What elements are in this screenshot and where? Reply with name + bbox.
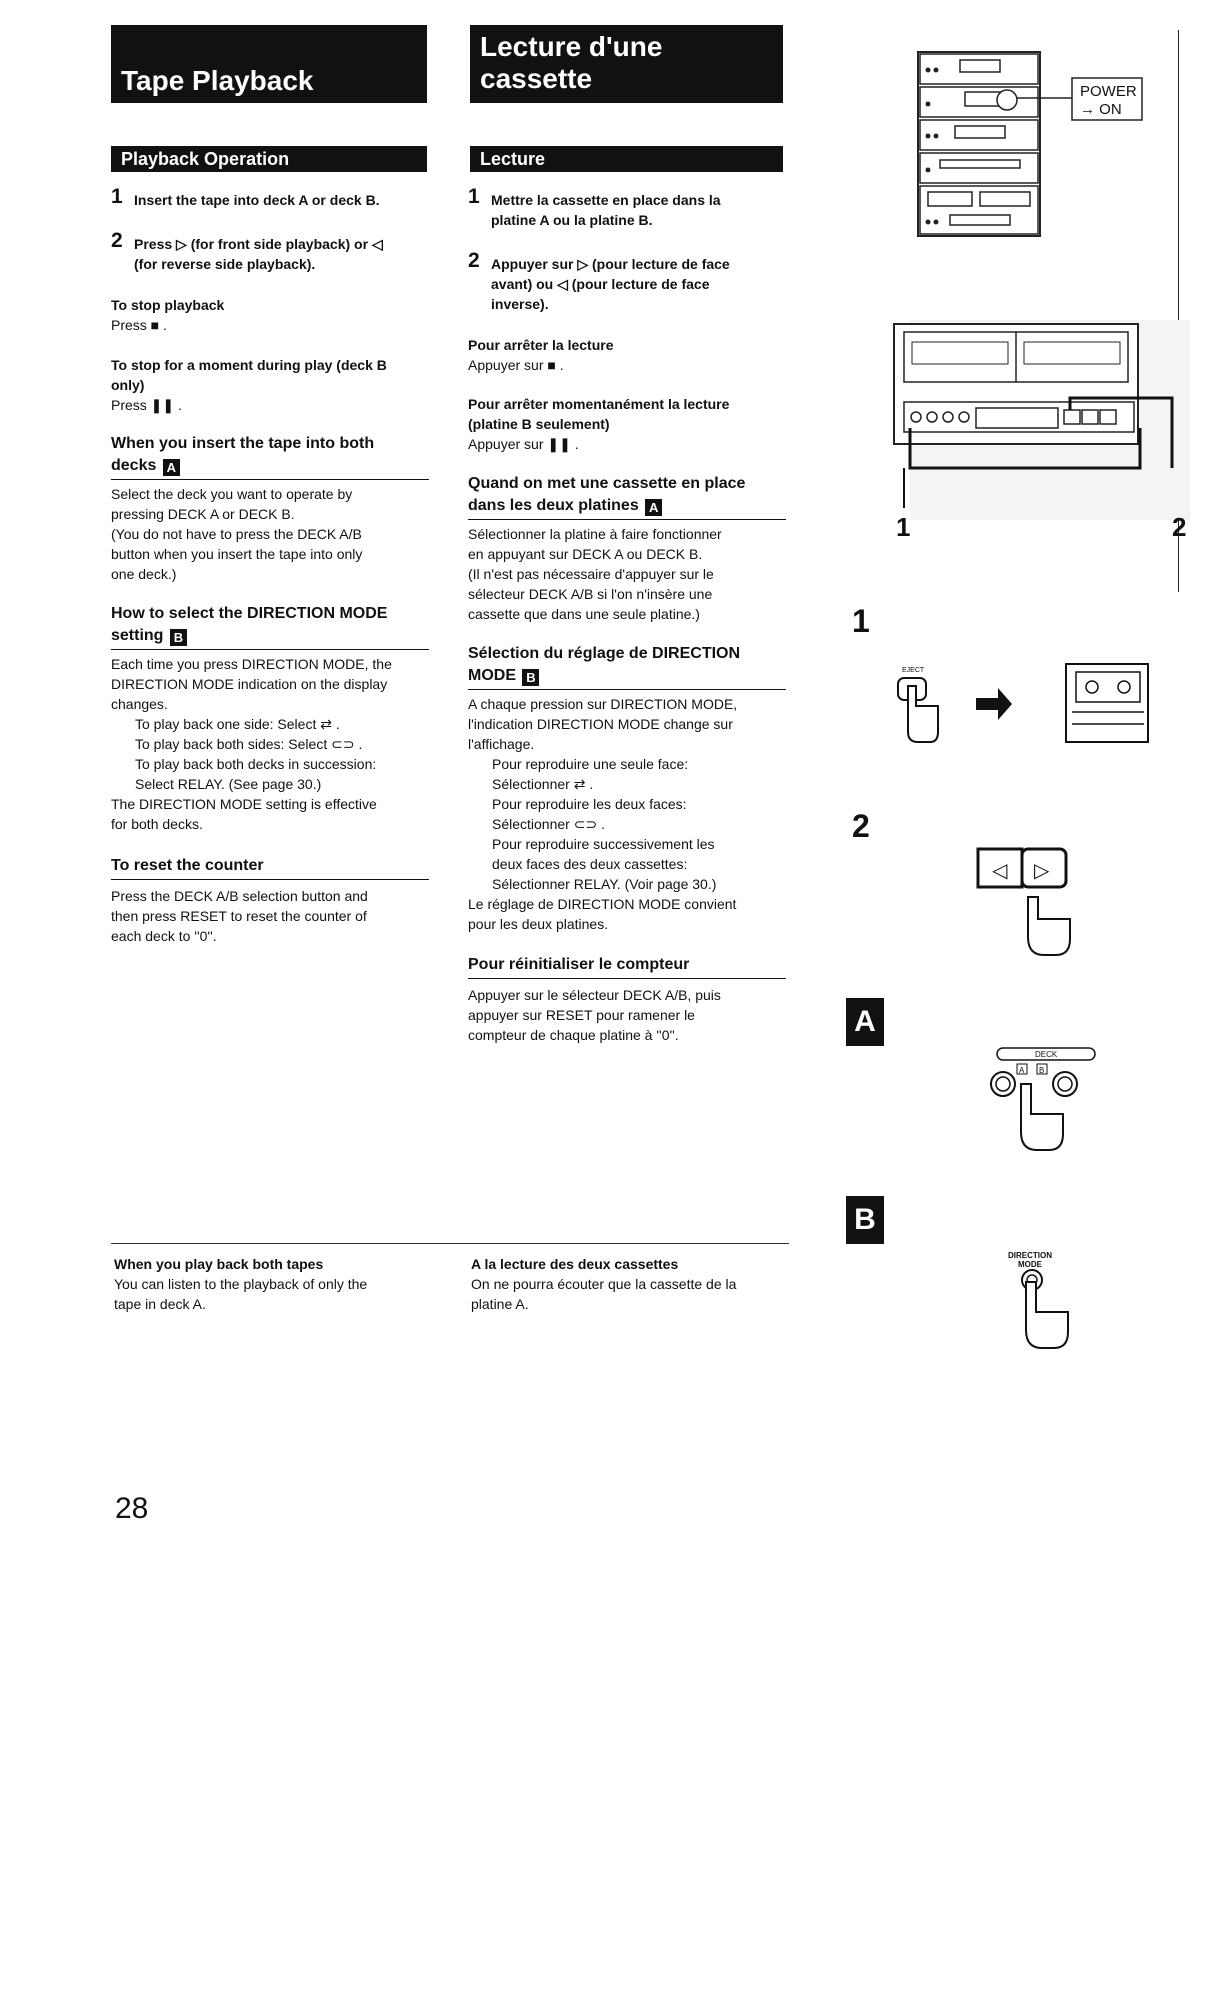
heading-line-1: How to select the DIRECTION MODE <box>111 605 388 622</box>
figure-a-badge: A <box>163 459 180 476</box>
body-line: sélecteur DECK A/B si l'on n'insère une <box>468 586 713 602</box>
power-label-line-2: → ON <box>1080 101 1122 118</box>
english-stop-block <box>111 295 431 335</box>
section-heading: To reset the counter <box>111 855 429 880</box>
list-item: Sélectionner ⊂⊃ . <box>492 816 605 832</box>
stop-text: Appuyer sur ■ . <box>468 357 564 373</box>
heading-line-2 <box>468 665 786 687</box>
step-text-line-1: Mettre la cassette en place dans la <box>491 192 721 208</box>
deck-b-button <box>1053 1072 1077 1096</box>
pause-label-line-2: (platine B seulement) <box>468 416 610 432</box>
list-item: To play back both sides: Select ⊂⊃ . <box>135 736 363 752</box>
english-pause-block <box>111 355 431 415</box>
heading-text: MODE <box>468 667 516 684</box>
step-text: Insert the tape into deck A or deck B. <box>134 192 380 208</box>
pause-label-line-1: To stop for a moment during play (deck B <box>111 357 387 373</box>
section-heading <box>468 643 786 690</box>
list-item: To play back one side: Select ⇄ . <box>135 716 340 732</box>
body-line: each deck to ''0''. <box>111 928 217 944</box>
callout-number-1: 1 <box>896 512 911 542</box>
figure-a-label: A <box>846 998 884 1046</box>
english-title: Tape Playback <box>121 65 314 96</box>
direction-label-line-2: MODE <box>1018 1260 1042 1269</box>
step-text-line-1: Appuyer sur ▷ (pour lecture de face <box>491 256 730 272</box>
english-note <box>114 1254 434 1314</box>
page-number: 28 <box>115 1492 149 1525</box>
english-section-bar <box>111 146 427 172</box>
body-line: A chaque pression sur DIRECTION MODE, <box>468 696 738 712</box>
list-item: Pour reproduire successivement les <box>492 836 715 852</box>
heading-text: dans les deux platines <box>468 497 639 514</box>
list-item: To play back both decks in succession: <box>135 756 377 772</box>
section-heading: Pour réinitialiser le compteur <box>468 954 786 979</box>
note-line: You can listen to the playback of only the <box>114 1276 368 1292</box>
note-line: platine A. <box>471 1296 529 1312</box>
body-line: Each time you press DIRECTION MODE, the <box>111 656 392 672</box>
body-line: l'indication DIRECTION MODE change sur <box>468 716 733 732</box>
step-text-line-1: Press ▷ (for front side playback) or ◁ <box>134 236 383 252</box>
stop-text: Press ■ . <box>111 317 167 333</box>
deck-select-illustration <box>985 1040 1105 1160</box>
figure-b-label: B <box>846 1196 884 1244</box>
english-title-banner <box>111 25 427 103</box>
arrow-right-icon <box>976 688 1012 720</box>
body-line: pour les deux platines. <box>468 916 609 932</box>
body-line: Press the DECK A/B selection button and <box>111 888 368 904</box>
stop-label: Pour arrêter la lecture <box>468 337 614 353</box>
body-line: Le réglage de DIRECTION MODE convient <box>468 896 737 912</box>
french-section-title: Lecture <box>480 149 546 169</box>
heading-text: decks <box>111 457 157 474</box>
enlarged-deck-illustration <box>890 318 1190 548</box>
stop-label: To stop playback <box>111 297 225 313</box>
body-line: DIRECTION MODE indication on the display <box>111 676 388 692</box>
heading-line-2 <box>111 455 429 477</box>
hand-icon <box>1028 897 1070 955</box>
pause-text: Press ❚❚ . <box>111 397 182 413</box>
body-line: (You do not have to press the DECK A/B <box>111 526 362 542</box>
english-step-2 <box>111 229 431 274</box>
french-step-1 <box>468 185 788 230</box>
body-line: changes. <box>111 696 168 712</box>
step-text-line-2: (for reverse side playback). <box>134 256 316 272</box>
step-number: 1 <box>111 185 123 208</box>
deck-b-label: B <box>1039 1066 1045 1075</box>
step-number: 2 <box>468 249 480 272</box>
heading-text: setting <box>111 627 164 644</box>
body-line: Select the deck you want to operate by <box>111 486 353 502</box>
french-direction-section <box>468 643 786 934</box>
pause-text: Appuyer sur ❚❚ . <box>468 436 579 452</box>
body-line: cassette que dans une seule platine.) <box>468 606 700 622</box>
step-text-line-3: inverse). <box>491 296 549 312</box>
body-line: appuyer sur RESET pour ramener le <box>468 1007 695 1023</box>
note-line: On ne pourra écouter que la cassette de la <box>471 1276 737 1292</box>
english-step-1 <box>111 185 431 210</box>
english-direction-section <box>111 603 429 834</box>
hand-icon <box>1026 1282 1068 1348</box>
section-heading <box>111 433 429 480</box>
body-line: one deck.) <box>111 566 177 582</box>
pause-label-line-2: only) <box>111 377 145 393</box>
section-heading <box>468 473 786 520</box>
eject-insert-illustration <box>880 650 1160 760</box>
french-both-decks-section <box>468 473 786 624</box>
heading-line-1: Sélection du réglage de DIRECTION <box>468 645 741 662</box>
french-section-bar <box>470 146 783 172</box>
note-label: When you play back both tapes <box>114 1256 324 1272</box>
step-number: 2 <box>111 229 123 252</box>
deck-a-button <box>991 1072 1015 1096</box>
french-title-line-2: cassette <box>480 63 593 94</box>
deck-a-label: A <box>1019 1066 1025 1075</box>
body-line: (Il n'est pas nécessaire d'appuyer sur le <box>468 566 714 582</box>
pause-label-line-1: Pour arrêter momentanément la lecture <box>468 396 730 412</box>
list-item: Pour reproduire une seule face: <box>492 756 689 772</box>
eject-label: EJECT <box>902 667 925 674</box>
deck-label: DECK <box>1035 1050 1058 1059</box>
play-keys-illustration <box>970 845 1100 965</box>
french-title-line-1: Lecture d'une <box>480 31 663 62</box>
french-step-2 <box>468 249 788 314</box>
step-text-line-2: avant) ou ◁ (pour lecture de face <box>491 276 710 292</box>
english-both-decks-section <box>111 433 429 584</box>
heading-line-2 <box>111 625 429 647</box>
body-line: Sélectionner la platine à faire fonctionner <box>468 526 722 542</box>
english-section-title: Playback Operation <box>121 149 290 169</box>
heading-line-1: When you insert the tape into both <box>111 435 375 452</box>
direction-mode-illustration <box>1000 1248 1090 1358</box>
body-line: for both decks. <box>111 816 203 832</box>
direction-label-line-1: DIRECTION <box>1008 1251 1052 1260</box>
english-reset-section <box>111 855 429 946</box>
french-note <box>471 1254 791 1314</box>
french-reset-section <box>468 954 786 1045</box>
figure-step-1-number: 1 <box>852 603 870 639</box>
note-line: tape in deck A. <box>114 1296 206 1312</box>
figure-b-badge: B <box>170 629 187 646</box>
body-line: button when you insert the tape into only <box>111 546 363 562</box>
list-item: Sélectionner RELAY. (Voir page 30.) <box>492 876 717 892</box>
step-text-line-2: platine A ou la platine B. <box>491 212 653 228</box>
heading-line-1: Quand on met une cassette en place <box>468 475 746 492</box>
figure-a-badge: A <box>645 499 662 516</box>
body-line: l'affichage. <box>468 736 535 752</box>
figure-step-2-number: 2 <box>852 808 870 844</box>
note-label: A la lecture des deux cassettes <box>471 1256 679 1272</box>
power-label-line-1: POWER <box>1080 83 1137 100</box>
list-item: Sélectionner ⇄ . <box>492 776 594 792</box>
body-line: en appuyant sur DECK A ou DECK B. <box>468 546 703 562</box>
figure-b-badge: B <box>522 669 539 686</box>
list-item: Select RELAY. (See page 30.) <box>135 776 322 792</box>
body-line: then press RESET to reset the counter of <box>111 908 367 924</box>
list-item: deux faces des deux cassettes: <box>492 856 688 872</box>
body-line: pressing DECK A or DECK B. <box>111 506 295 522</box>
french-pause-block <box>468 394 788 454</box>
body-line: Appuyer sur le sélecteur DECK A/B, puis <box>468 987 721 1003</box>
body-line: compteur de chaque platine à ''0''. <box>468 1027 679 1043</box>
note-divider <box>111 1243 789 1244</box>
french-stop-block <box>468 335 788 375</box>
french-title-banner <box>470 25 783 103</box>
body-line: The DIRECTION MODE setting is effective <box>111 796 377 812</box>
step-number: 1 <box>468 185 480 208</box>
list-item: Pour reproduire les deux faces: <box>492 796 687 812</box>
heading-line-2 <box>468 495 786 517</box>
section-heading <box>111 603 429 650</box>
reverse-play-icon: ◁ <box>992 858 1008 882</box>
callout-number-2: 2 <box>1172 512 1187 542</box>
forward-play-icon: ▷ <box>1034 858 1050 882</box>
